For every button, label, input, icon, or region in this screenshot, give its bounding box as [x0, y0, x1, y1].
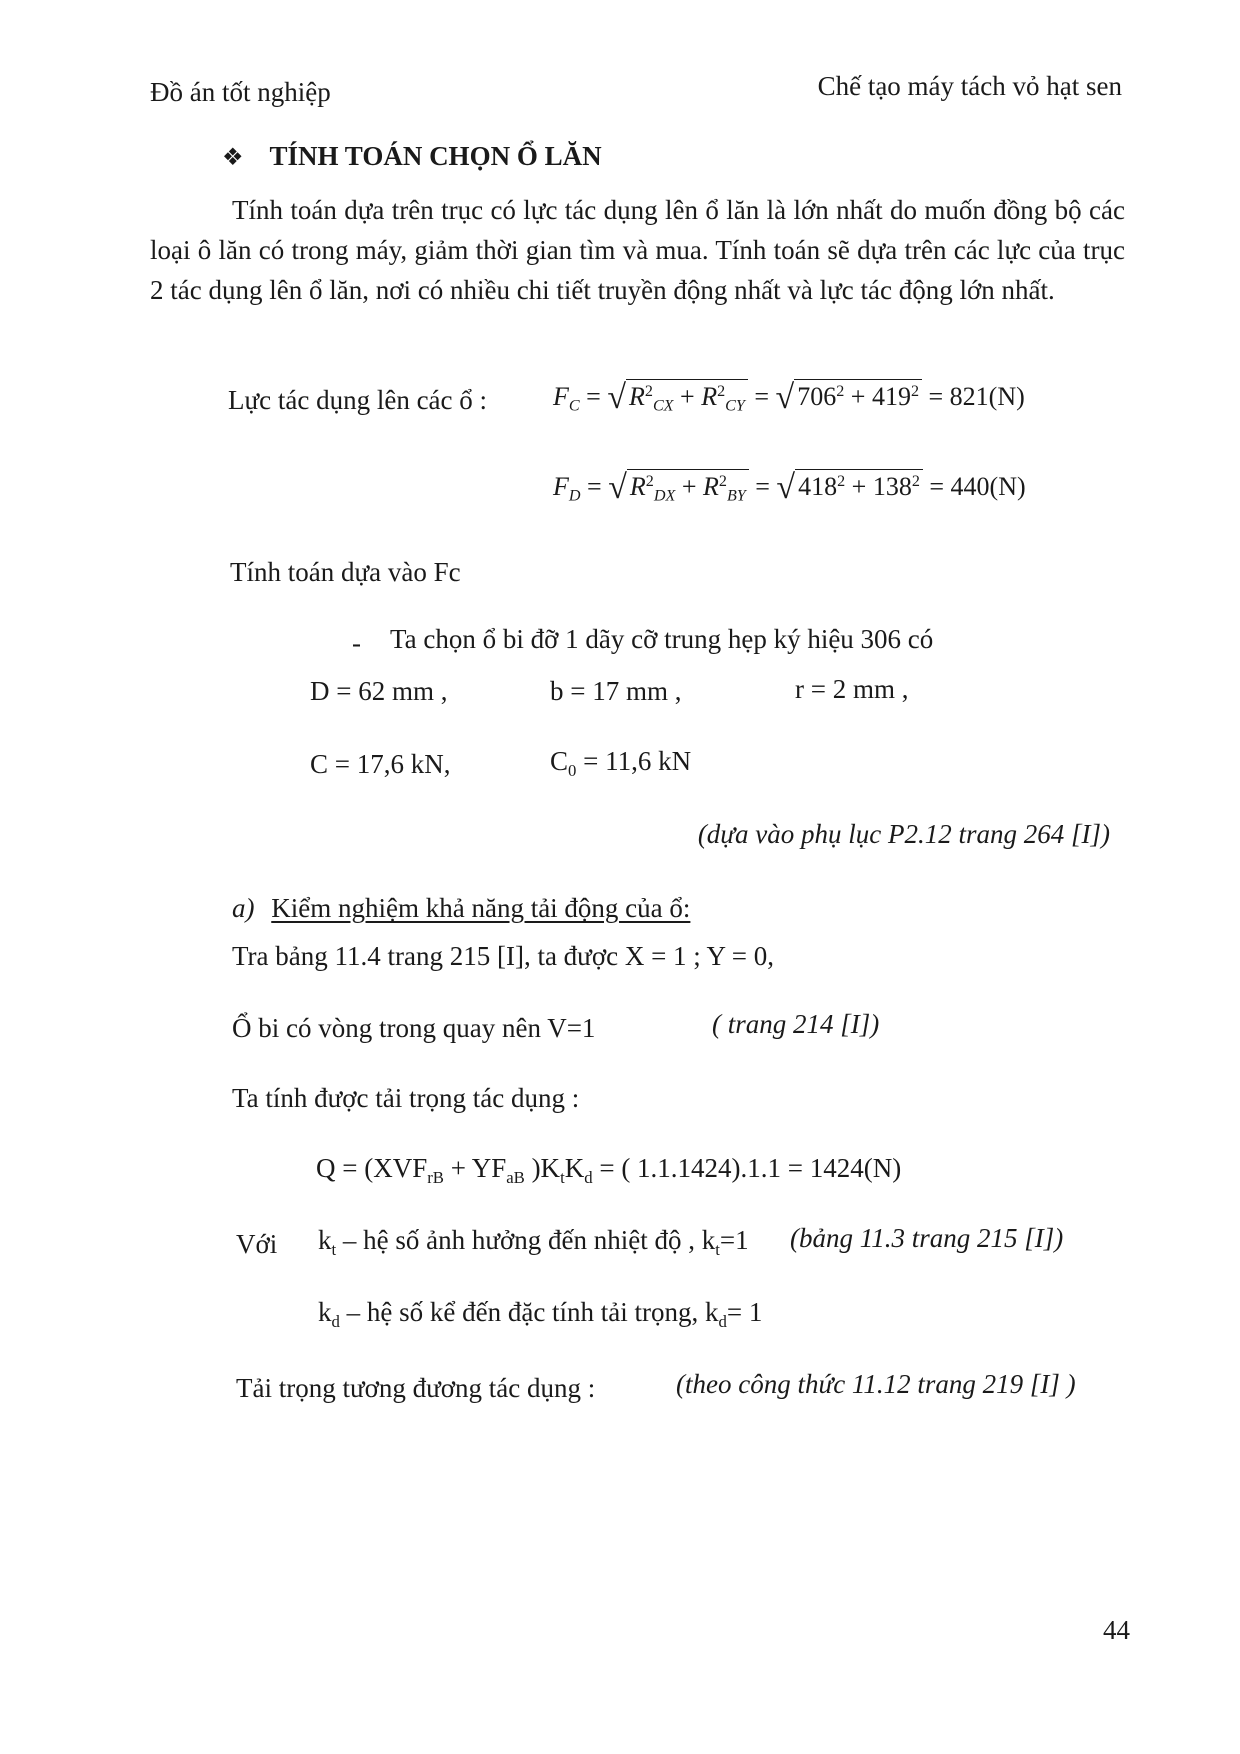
kd-line: $k_d$ – hệ số kể đến đặc tính tải trọng, $k_d= 1$	[318, 1297, 763, 1331]
with-label: Với	[236, 1229, 278, 1259]
kt-line: $k_t$ – hệ số ảnh hưởng đến nhiệt độ , $k_t=1$	[318, 1225, 749, 1259]
choice-text: Ta chọn ổ bi đỡ 1 dãy cỡ trung hẹp ký hiệu 306 có	[390, 624, 934, 654]
table-line: Tra bảng 11.4 trang 215 [I], ta được X = 1 ; Y = 0,	[232, 941, 775, 971]
page-number: 44	[1103, 1615, 1130, 1645]
choice-dash: -	[352, 628, 361, 658]
bullet-icon: ❖	[222, 145, 244, 171]
basis-line: Tính toán dựa vào Fc	[230, 557, 461, 587]
header-right: Chế tạo máy tách vỏ hạt sen	[817, 71, 1122, 101]
formula-fd: $F_D$ = √ $R^2_{DX} + R^2_{BY}$ = √ $418^2 + 138^2 = 440(N)$	[553, 469, 1026, 506]
v-line-reference: ( trang 214 [I])	[712, 1009, 880, 1039]
spec-d: D = 62 mm ,	[310, 676, 448, 706]
q-formula: $Q = (XVF_{rB} + YF_{aB}$ )$K_tK_d$ = ( 1.1.1424).1.1 = 1424(N)	[316, 1153, 902, 1187]
section-a-heading	[232, 892, 690, 924]
section-a-label: a)	[232, 893, 255, 923]
intro-paragraph: Tính toán dựa trên trục có lực tác dụng lên ổ lăn là lớn nhất do muốn đồng bộ các loại ô lăn có trong máy, giảm thời gian tìm và mua. Tính toán sẽ dựa trên các lực của trục 2 tác dụng lên ổ lăn, nơi có nhiều chi tiết truyền động nhất và lực tác động lớn nhất.	[150, 195, 1125, 305]
forces-label: Lực tác dụng lên các ổ :	[228, 385, 488, 415]
section-title: TÍNH TOÁN CHỌN Ổ LĂN	[269, 141, 602, 171]
spec-b: b = 17 mm ,	[550, 676, 682, 706]
v-line: Ổ bi có vòng trong quay nên V=1	[232, 1013, 596, 1043]
spec-r: r = 2 mm ,	[795, 674, 909, 704]
section-a-title: Kiểm nghiệm khả năng tải động của ổ:	[271, 893, 691, 923]
section-heading	[222, 140, 602, 173]
kt-reference: (bảng 11.3 trang 215 [I])	[790, 1223, 1064, 1253]
spec-c: C = 17,6 kN,	[310, 749, 451, 779]
choice-reference: (dựa vào phụ lục P2.12 trang 264 [I])	[697, 819, 1110, 849]
formula-fc: $F_C$ = √ $R^2_{CX} + R^2_{CY}$ = √ $706^2 + 419^2 = 821(N)$	[553, 379, 1025, 416]
equiv-line: Tải trọng tương đương tác dụng :	[236, 1373, 596, 1403]
load-line: Ta tính được tải trọng tác dụng :	[232, 1083, 580, 1113]
spec-c0: $C_0 = 11,6$ kN	[550, 746, 692, 780]
equiv-reference: (theo công thức 11.12 trang 219 [I] )	[676, 1369, 1076, 1399]
header-left: Đồ án tốt nghiệp	[150, 77, 331, 107]
